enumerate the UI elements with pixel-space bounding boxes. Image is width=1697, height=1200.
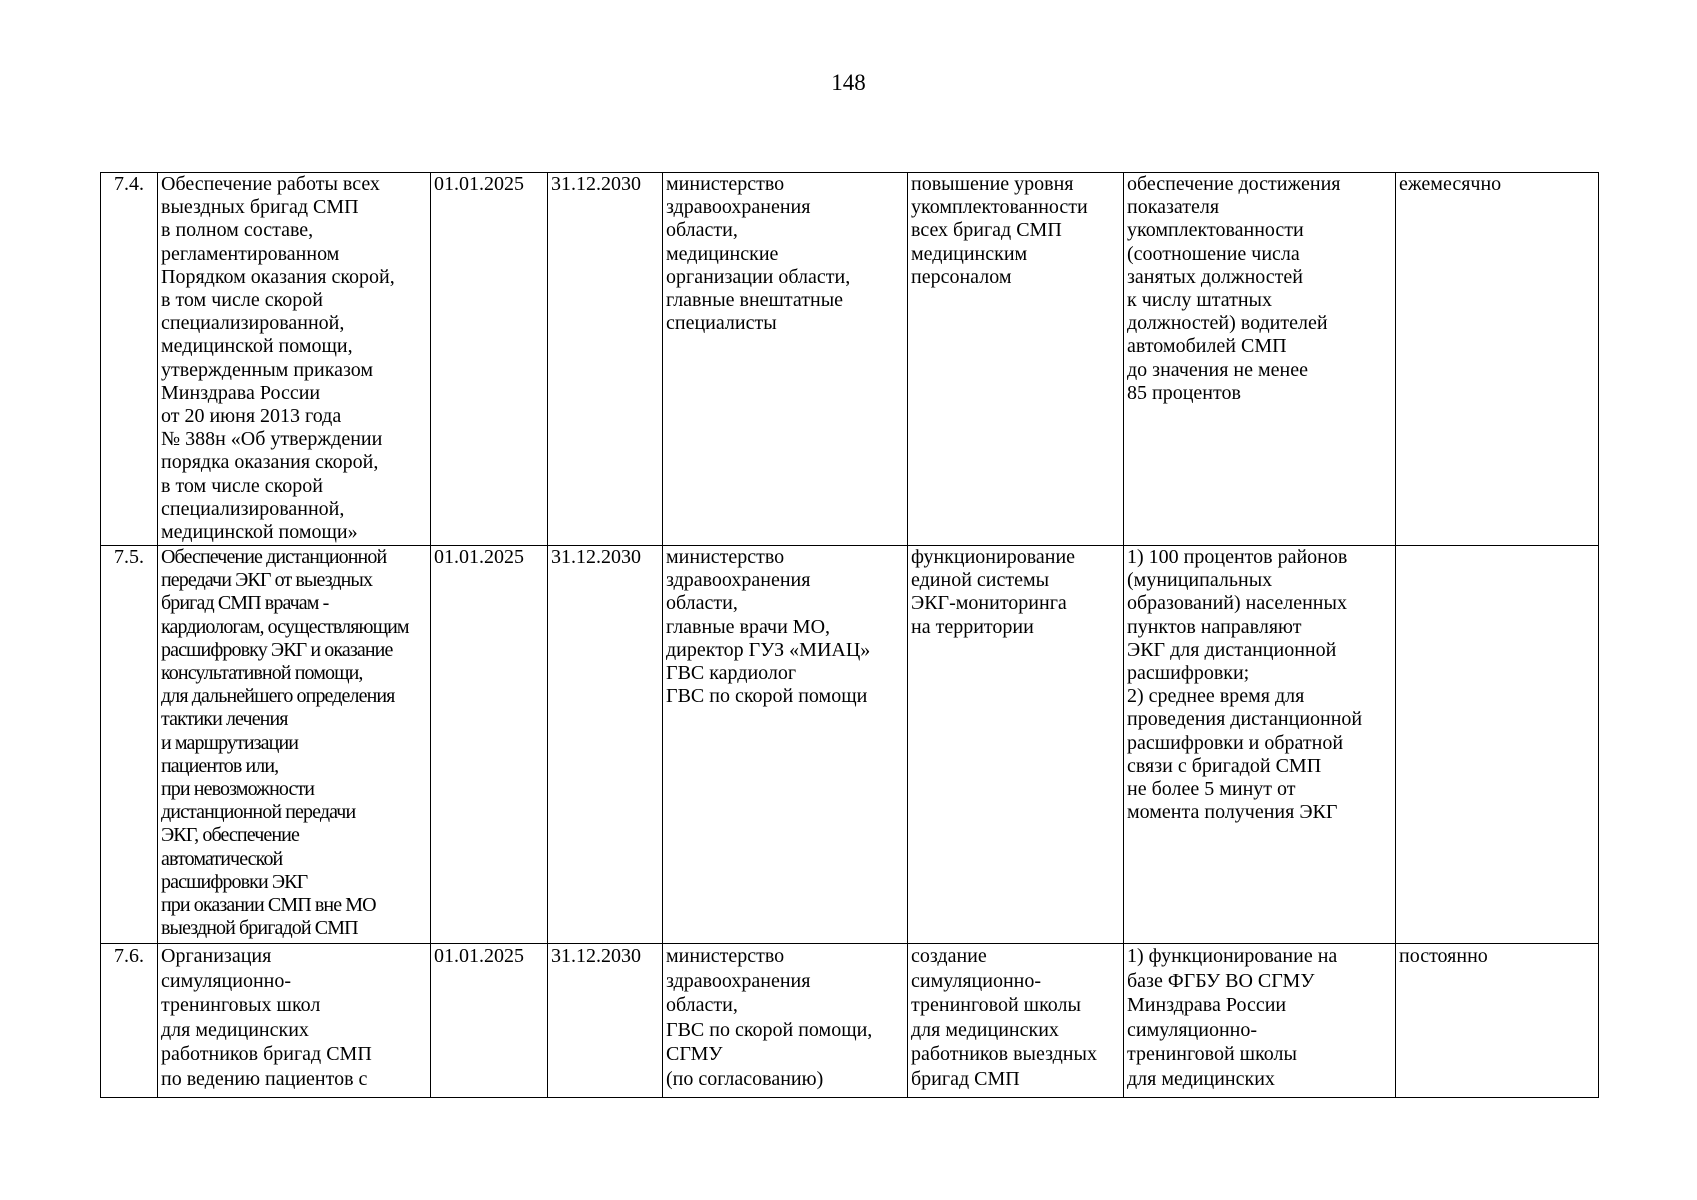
row-number: 7.6. — [101, 944, 158, 1098]
start-date: 01.01.2025 — [431, 944, 548, 1098]
executors: министерство здравоохранения области, ГВС по скорой помощи, СГМУ (по согласованию) — [663, 944, 908, 1098]
periodicity — [1396, 546, 1599, 944]
indicator: 1) 100 процентов районов (муниципальных образований) населенных пунктов направляют ЭКГ для дистанционной расшифровки; 2) среднее время для проведения дистанционной расшифровки и обратной связи с бригадой СМП не более 5 минут от момента получения ЭКГ — [1124, 546, 1396, 944]
table-row — [101, 546, 1599, 944]
executors: министерство здравоохранения области, главные врачи МО, директор ГУЗ «МИАЦ» ГВС кардиолог ГВС по скорой помощи — [663, 546, 908, 944]
end-date: 31.12.2030 — [548, 173, 663, 546]
end-date: 31.12.2030 — [548, 944, 663, 1098]
table-row — [101, 173, 1599, 546]
table-row — [101, 944, 1599, 1098]
measure-name: Обеспечение работы всех выездных бригад СМП в полном составе, регламентированном Порядком оказания скорой, в том числе скорой специализированной, медицинской помощи, утвержденным приказом Минздрава России от 20 июня 2013 года № 388н «Об утверждении порядка оказания скорой, в том числе скорой специализированной, медицинской помощи» — [158, 173, 431, 546]
expected-result: функционирование единой системы ЭКГ-мониторинга на территории — [908, 546, 1124, 944]
measure-name: Обеспечение дистанционной передачи ЭКГ от выездных бригад СМП врачам - кардиологам, осуществляющим расшифровку ЭКГ и оказание консультативной помощи, для дальнейшего определения тактики лечения и маршрутизации пациентов или, при невозможности дистанционной передачи ЭКГ, обеспечение автоматической расшифровки ЭКГ при оказании СМП вне МО выездной бригадой СМП — [158, 546, 431, 944]
start-date: 01.01.2025 — [431, 173, 548, 546]
indicator: обеспечение достижения показателя укомплектованности (соотношение числа занятых должностей к числу штатных должностей) водителей автомобилей СМП до значения не менее 85 процентов — [1124, 173, 1396, 546]
page-number: 148 — [831, 70, 866, 95]
executors: министерство здравоохранения области, медицинские организации области, главные внештатные специалисты — [663, 173, 908, 546]
expected-result: повышение уровня укомплектованности всех бригад СМП медицинским персоналом — [908, 173, 1124, 546]
periodicity: ежемесячно — [1396, 173, 1599, 546]
expected-result: создание симуляционно- тренинговой школы для медицинских работников выездных бригад СМП — [908, 944, 1124, 1098]
row-number: 7.5. — [101, 546, 158, 944]
row-number: 7.4. — [101, 173, 158, 546]
start-date: 01.01.2025 — [431, 546, 548, 944]
end-date: 31.12.2030 — [548, 546, 663, 944]
periodicity: постоянно — [1396, 944, 1599, 1098]
measure-name: Организация симуляционно- тренинговых школ для медицинских работников бригад СМП по ведению пациентов с — [158, 944, 431, 1098]
indicator: 1) функционирование на базе ФГБУ ВО СГМУ Минздрава России симуляционно- тренинговой школы для медицинских — [1124, 944, 1396, 1098]
measures-table — [100, 172, 1599, 1098]
